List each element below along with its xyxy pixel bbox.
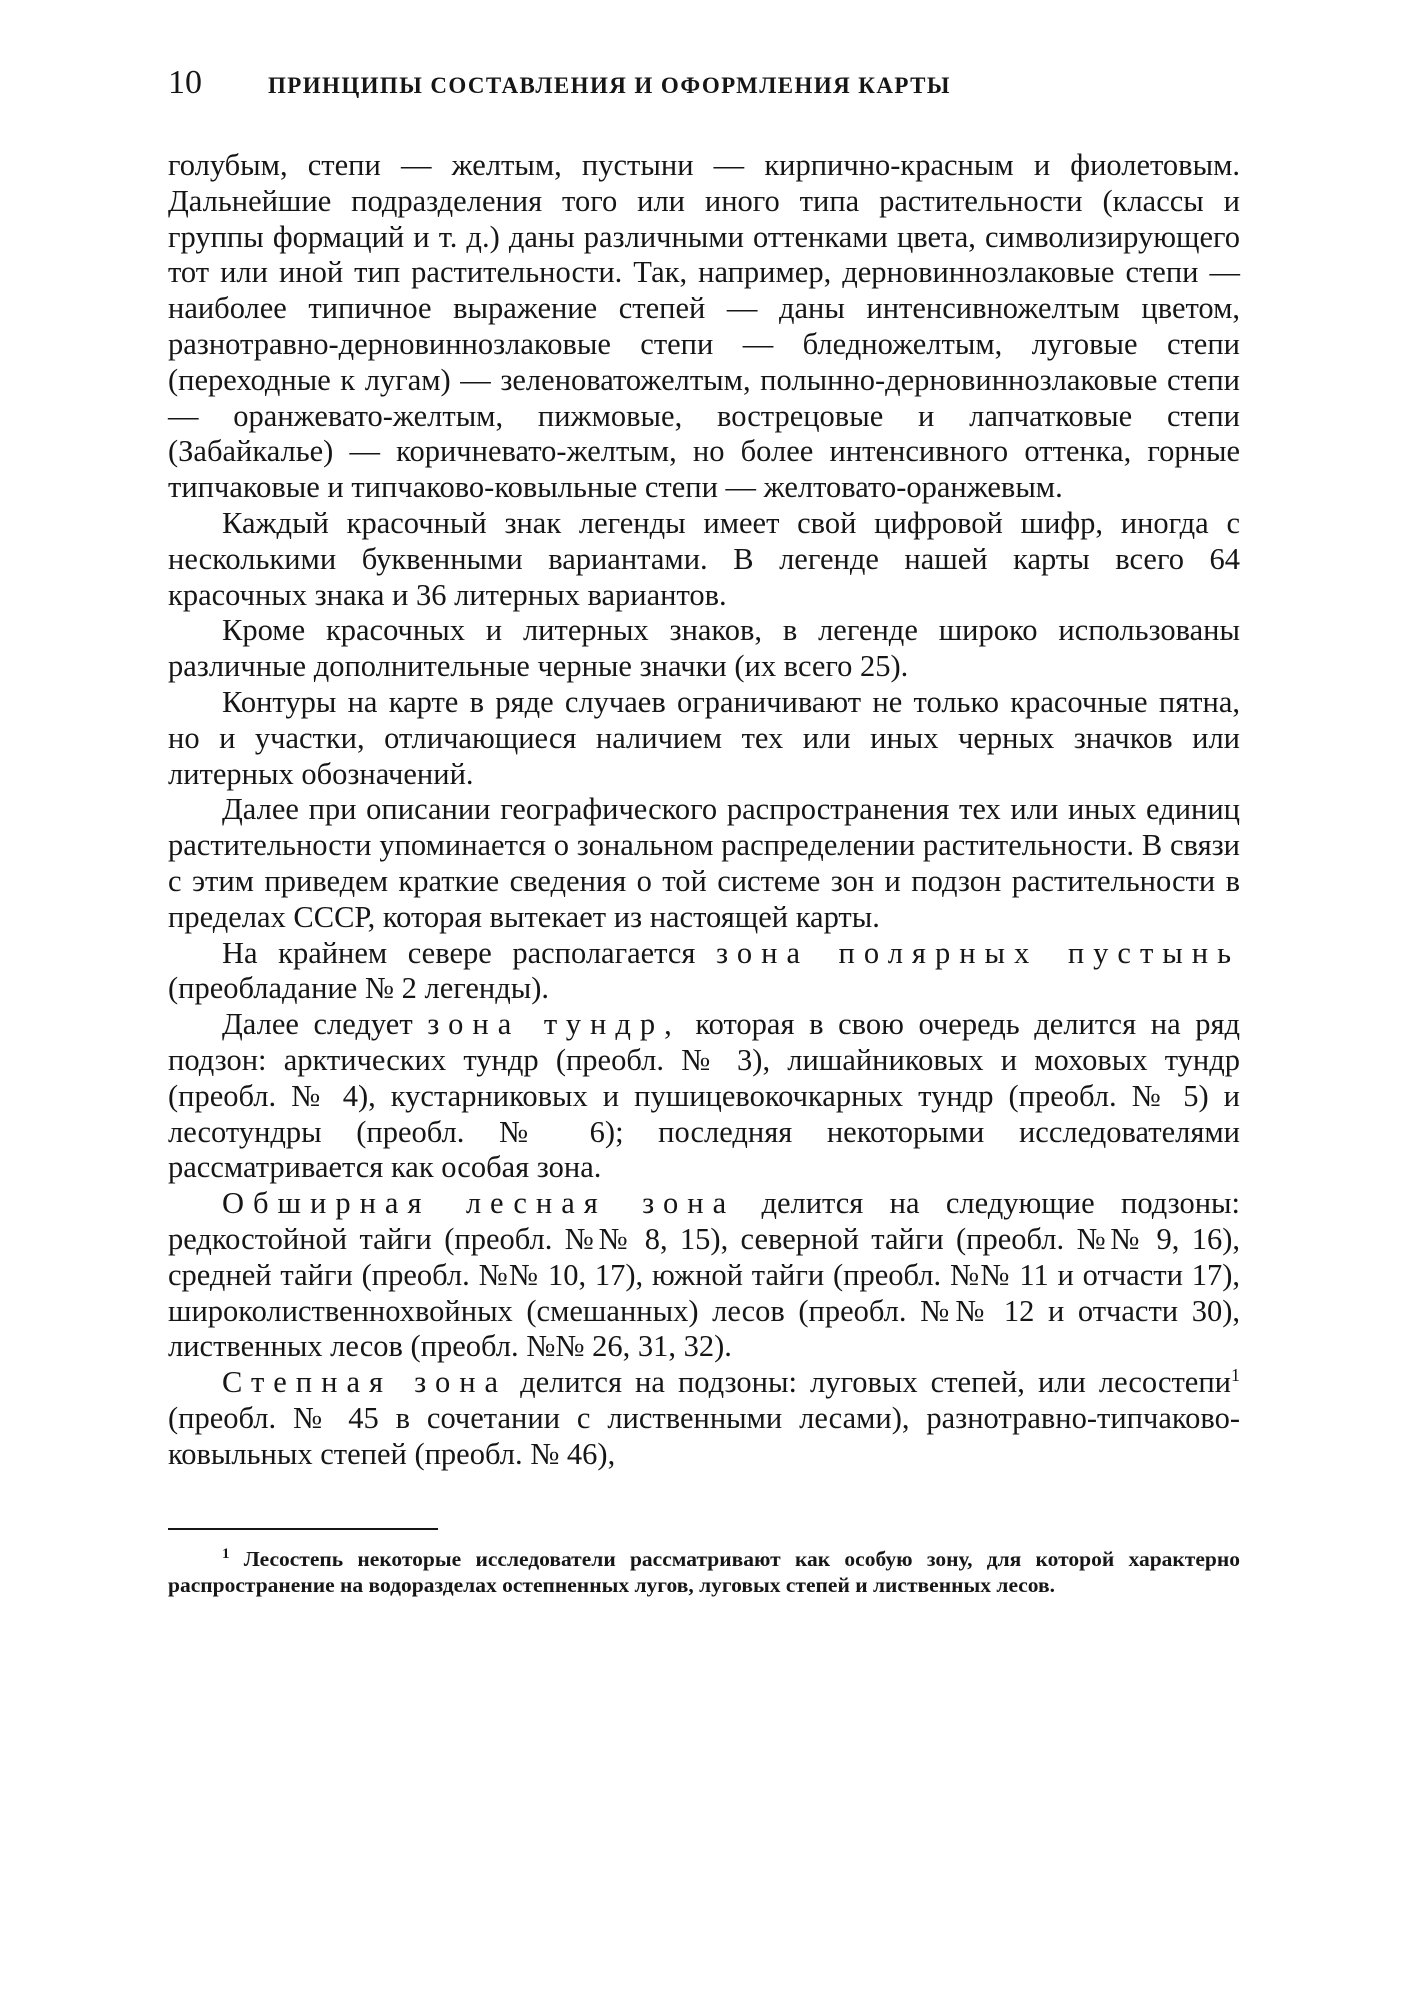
footnote-reference[interactable]: 1 [1231,1364,1240,1385]
zone-term-polar-deserts: зона полярных пустынь [716,935,1240,970]
paragraph-2: Каждый красочный знак легенды имеет свой цифровой шифр, иногда с несколькими буквенными вариантами. В легенде нашей карты всего 64 красочных знака и 36 литерных вариантов. [168,505,1240,612]
paragraph-9 [168,1365,1240,1472]
paragraph-7 [168,1007,1240,1186]
footnote-text: Лесостепь некоторые исследователи рассматривают как особую зону, для которой характерно распространение на водоразделах остепненных лугов, луговых степей и лиственных лесов. [168,1547,1240,1598]
running-head [168,64,1240,114]
paragraph-1: голубым, степи — желтым, пустыни — кирпично-красным и фиолетовым. Дальнейшие подразделения того или иного типа растительности (классы и группы формаций и т. д.) даны различными оттенками цвета, символизирующего тот или иной тип растительности. Так, например, дерновиннозлаковые степи — наиболее типичное выражение степей — даны интенсивножелтым цветом, разнотравно-дерновиннозлаковые степи — бледножелтым, луговые степи (переходные к лугам) — зеленоватожелтым, полынно-дерновиннозлаковые степи — оранжевато-желтым, пижмовые, вострецовые и лапчатковые степи (Забайкалье) — коричневато-желтым, но более интенсивного оттенка, горные типчаковые и типчаково-ковыльные степи — желтовато-оранжевым. [168,148,1240,505]
book-page [168,64,1240,1620]
page-number: 10 [168,64,202,101]
paragraph-9-rest: (преобл. № 45 в сочетании с лиственными лесами), разнотравно-типчаково-ковыльных степей (преобл. № 46), [168,1400,1240,1471]
paragraph-7-rest: которая в свою очередь делится на ряд подзон: арктических тундр (преобл. № 3), лишайниковых и моховых тундр (преобл. № 4), кустарниковых и пушицевокочкарных тундр (преобл. № 5) и лесотундры (преобл. № 6); последняя некоторыми исследователями рассматривается как особая зона. [168,1007,1241,1185]
zone-term-tundra: зона тундр, [427,1007,681,1042]
footnote [168,1546,1240,1598]
running-head-title: ПРИНЦИПЫ СОСТАВЛЕНИЯ И ОФОРМЛЕНИЯ КАРТЫ [268,73,951,98]
paragraph-4: Контуры на карте в ряде случаев ограничивают не только красочные пятна, но и участки, отличающиеся наличием тех или иных черных значков или литерных обозначений. [168,684,1240,791]
footnote-divider [168,1528,438,1530]
zone-term-steppe: Степная зона [222,1365,508,1400]
paragraph-9-middle: делится на подзоны: луговых степей, или лесостепи [507,1365,1231,1400]
paragraph-3: Кроме красочных и литерных знаков, в легенде широко использованы различные дополнительные черные значки (их всего 25). [168,613,1240,684]
zone-term-forest: Обширная лесная зона [222,1186,736,1221]
paragraph-6-rest: (преобладание № 2 легенды). [168,971,550,1006]
paragraph-6 [168,936,1240,1008]
body-text [168,148,1240,1472]
paragraph-5: Далее при описании географического распространения тех или иных единиц растительности упоминается о зональном распределении растительности. В связи с этим приведем краткие сведения о той системе зон и подзон растительности в пределах СССР, которая вытекает из настоящей карты. [168,792,1240,934]
paragraph-8 [168,1186,1240,1365]
paragraph-6-lead: На крайнем севере располагается [222,935,716,970]
paragraph-8-rest: делится на следующие подзоны: редкостойной тайги (преобл. №№ 8, 15), северной тайги (преобл. №№ 9, 16), средней тайги (преобл. №№ 10, 17), южной тайги (преобл. №№ 11 и отчасти 17), широколиственнохвойных (смешанных) лесов (преобл. №№ 12 и отчасти 30), лиственных лесов (преобл. №№ 26, 31, 32). [168,1186,1240,1364]
paragraph-7-lead: Далее следует [222,1007,428,1042]
footnote-marker: 1 [222,1546,230,1563]
